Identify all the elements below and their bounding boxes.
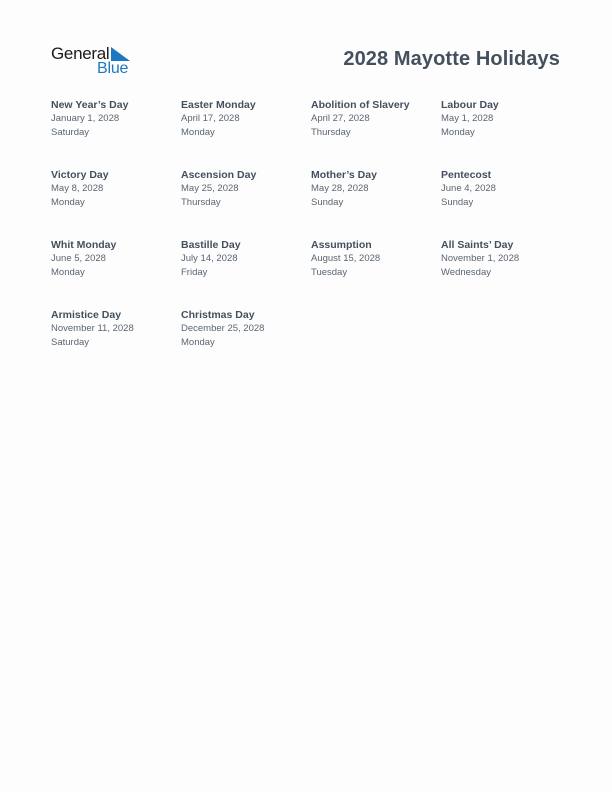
holiday-entry bbox=[51, 308, 181, 378]
holiday-date: May 8, 2028 bbox=[51, 183, 104, 194]
holiday-weekday: Sunday bbox=[311, 196, 344, 208]
holiday-weekday: Monday bbox=[51, 266, 85, 278]
holiday-date: December 25, 2028 bbox=[181, 323, 265, 334]
holiday-name: Labour Day bbox=[441, 99, 499, 111]
holiday-name: Armistice Day bbox=[51, 309, 122, 321]
holiday-name: Mother’s Day bbox=[311, 169, 377, 181]
holiday-name: Whit Monday bbox=[51, 239, 117, 251]
holiday-weekday: Thursday bbox=[181, 196, 221, 208]
holiday-date: June 4, 2028 bbox=[441, 183, 496, 194]
holiday-name: Easter Monday bbox=[181, 99, 256, 111]
holiday-date: May 25, 2028 bbox=[181, 183, 239, 194]
holiday-date: August 15, 2028 bbox=[311, 253, 381, 264]
holiday-entry bbox=[181, 168, 311, 238]
holiday-weekday: Monday bbox=[51, 196, 85, 208]
holiday-entry bbox=[441, 98, 571, 168]
holiday-entry bbox=[51, 238, 181, 308]
holiday-entry bbox=[181, 308, 311, 378]
logo-text-blue: Blue bbox=[97, 60, 129, 77]
holiday-name: New Year’s Day bbox=[51, 99, 129, 111]
holiday-name: Victory Day bbox=[51, 169, 109, 181]
holiday-weekday: Saturday bbox=[51, 336, 90, 348]
logo-text-general: General bbox=[51, 44, 110, 63]
holiday-name: Bastille Day bbox=[181, 239, 241, 251]
holiday-weekday: Tuesday bbox=[311, 266, 348, 278]
holiday-entry bbox=[51, 98, 181, 168]
holiday-entry bbox=[311, 238, 441, 308]
holiday-name: All Saints’ Day bbox=[441, 239, 514, 251]
holiday-entry bbox=[181, 98, 311, 168]
holiday-entry bbox=[311, 98, 441, 168]
holiday-weekday: Monday bbox=[181, 336, 215, 348]
holiday-name: Christmas Day bbox=[181, 309, 255, 321]
holiday-name: Pentecost bbox=[441, 169, 492, 181]
holiday-weekday: Monday bbox=[441, 126, 475, 138]
generalblue-logo bbox=[51, 44, 141, 78]
holiday-date: May 1, 2028 bbox=[441, 113, 494, 124]
holiday-date: May 28, 2028 bbox=[311, 183, 369, 194]
page-title: 2028 Mayotte Holidays bbox=[343, 48, 560, 70]
holiday-date: January 1, 2028 bbox=[51, 113, 120, 124]
holiday-entry bbox=[441, 238, 571, 308]
holiday-name: Assumption bbox=[311, 239, 372, 251]
holiday-weekday: Wednesday bbox=[441, 266, 491, 278]
holiday-grid bbox=[51, 98, 571, 378]
holiday-weekday: Saturday bbox=[51, 126, 90, 138]
holiday-date: July 14, 2028 bbox=[181, 253, 238, 264]
holiday-date: April 27, 2028 bbox=[311, 113, 370, 124]
holiday-name: Ascension Day bbox=[181, 169, 257, 181]
holiday-weekday: Thursday bbox=[311, 126, 351, 138]
holiday-entry bbox=[311, 168, 441, 238]
holiday-entry bbox=[441, 168, 571, 238]
holiday-entry bbox=[51, 168, 181, 238]
holiday-weekday: Friday bbox=[181, 266, 208, 278]
holiday-weekday: Sunday bbox=[441, 196, 474, 208]
holiday-entry bbox=[181, 238, 311, 308]
holiday-name: Abolition of Slavery bbox=[311, 99, 410, 111]
holiday-date: November 11, 2028 bbox=[51, 323, 134, 334]
holiday-date: November 1, 2028 bbox=[441, 253, 520, 264]
holiday-weekday: Monday bbox=[181, 126, 215, 138]
holiday-date: June 5, 2028 bbox=[51, 253, 106, 264]
holiday-date: April 17, 2028 bbox=[181, 113, 240, 124]
